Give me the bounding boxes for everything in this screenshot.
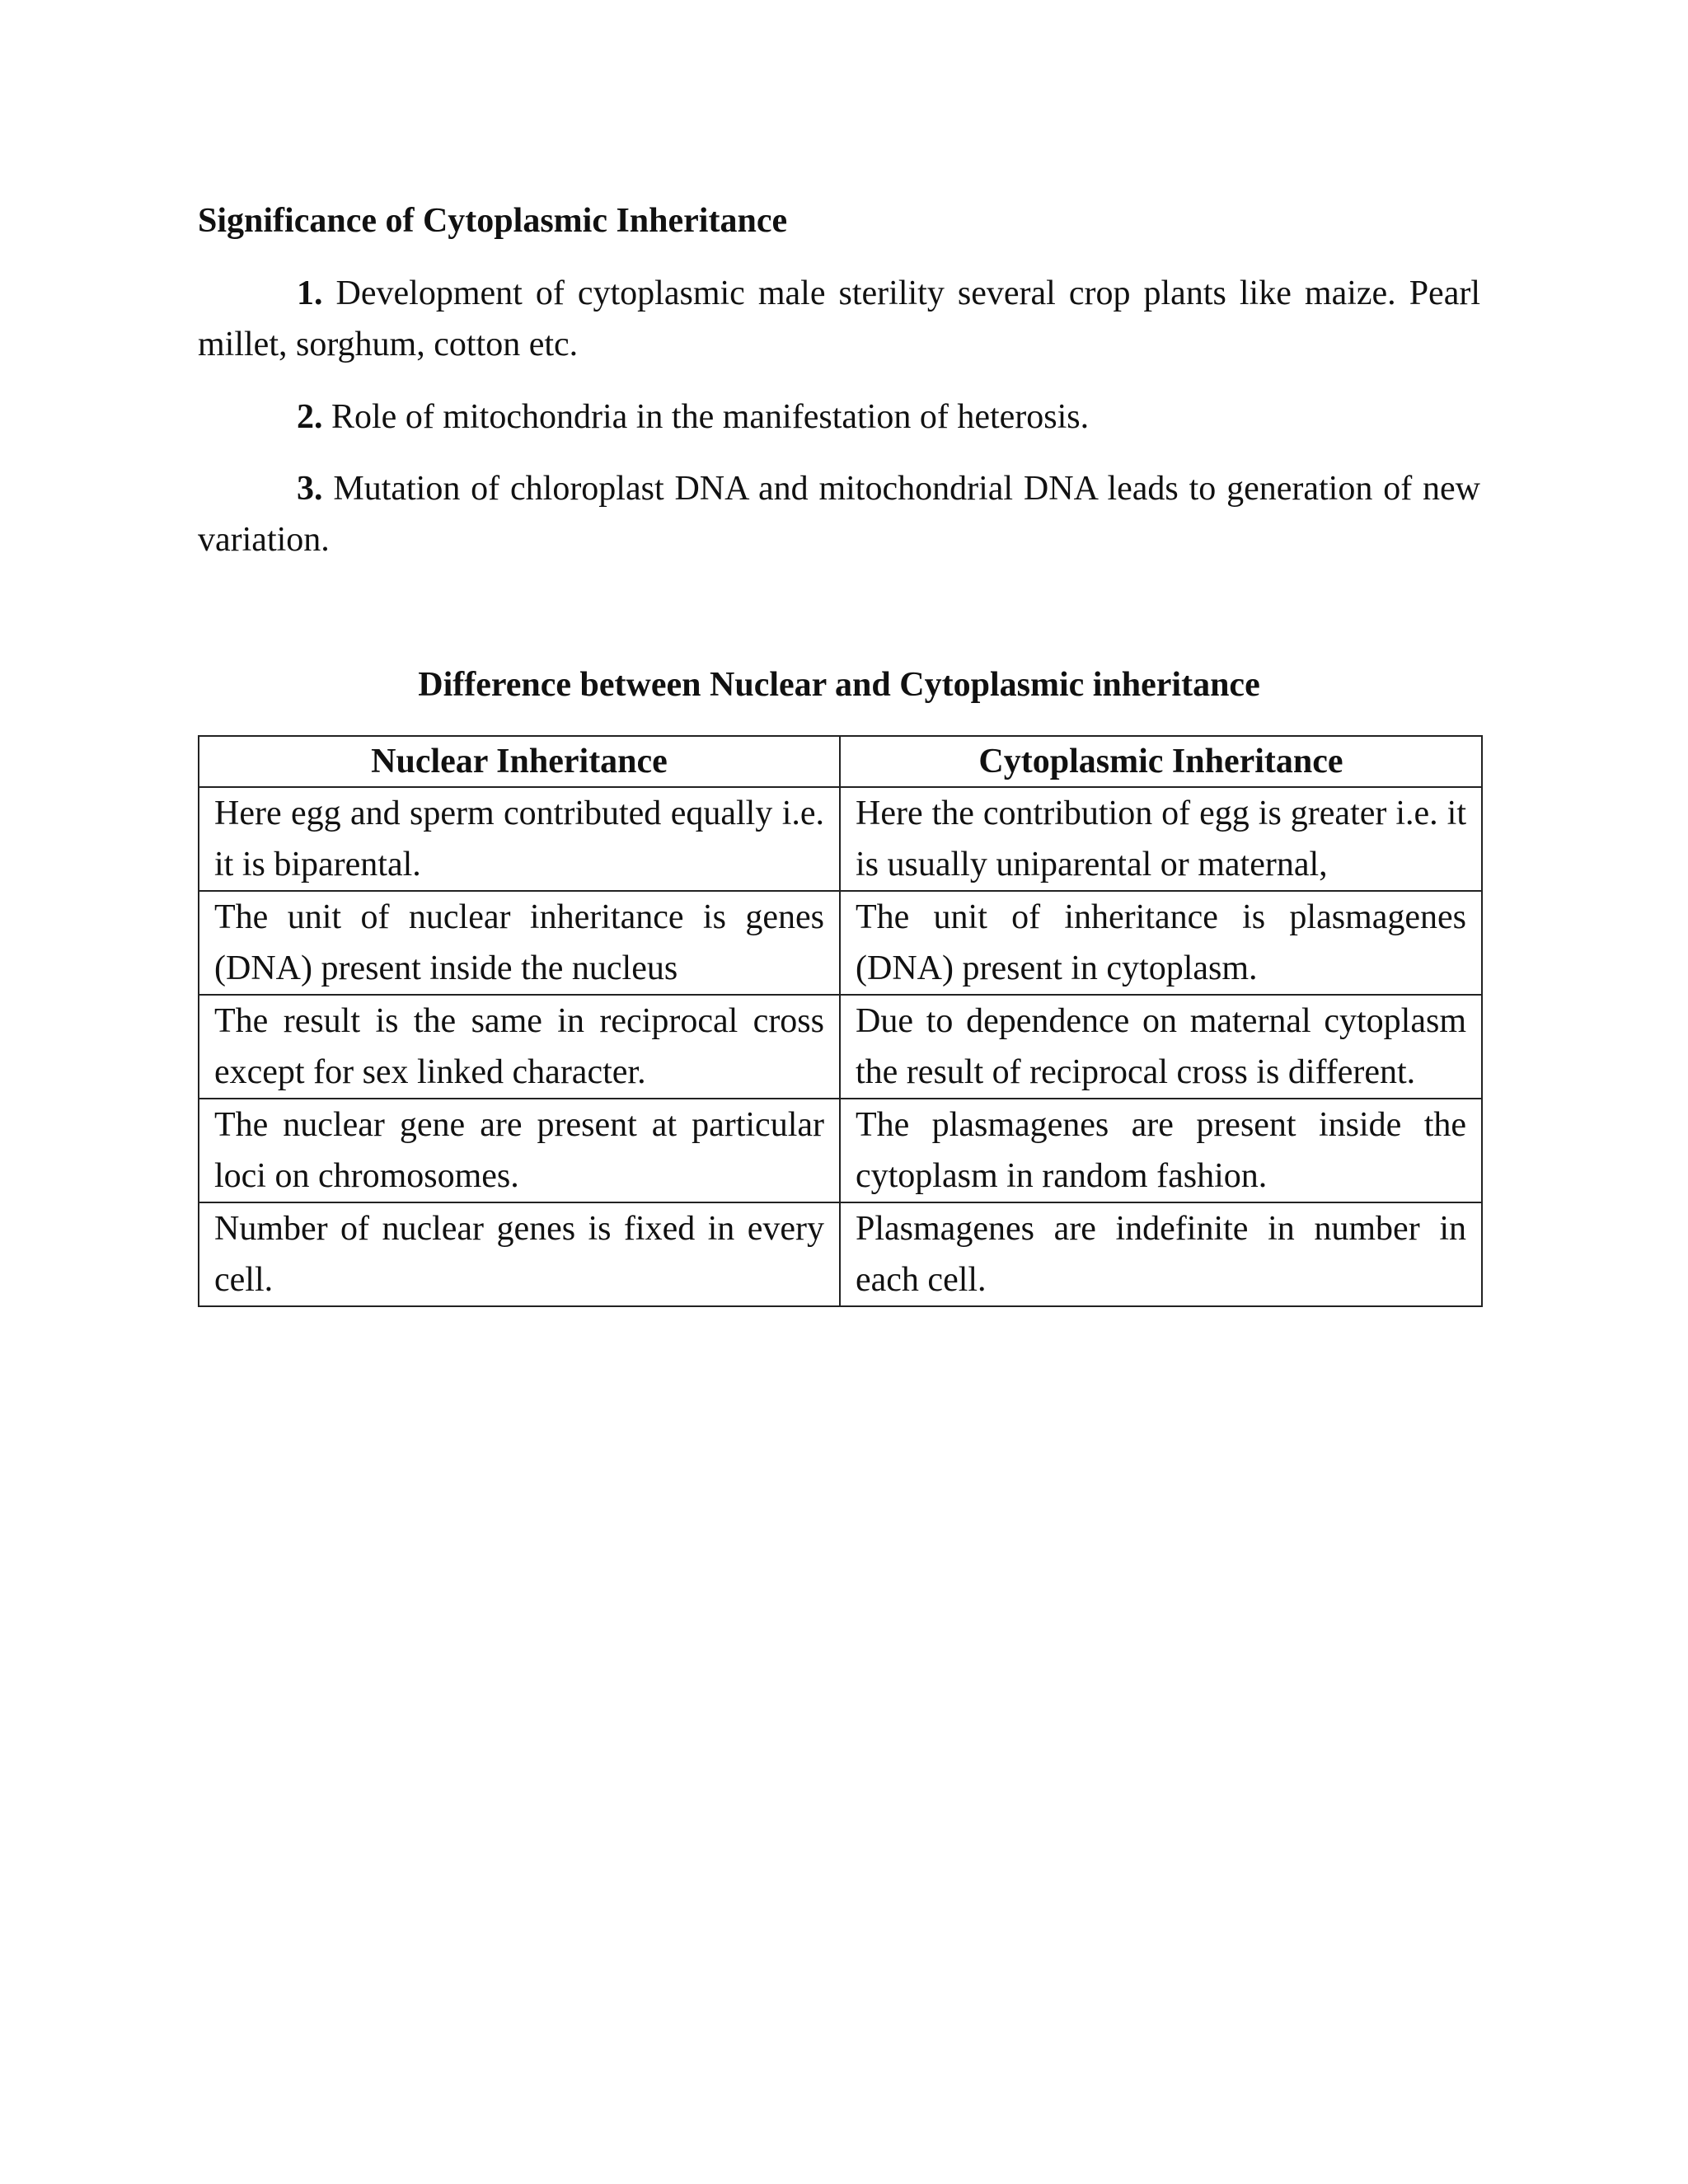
section-title: Significance of Cytoplasmic Inheritance xyxy=(198,202,788,240)
point-number: 2. xyxy=(297,398,323,436)
table-header-row xyxy=(199,736,1482,787)
table-title: Difference between Nuclear and Cytoplasmic inheritance xyxy=(418,666,1260,704)
significance-point-3 xyxy=(198,463,1480,565)
table-row xyxy=(199,995,1482,1099)
nuclear-cell: Number of nuclear genes is fixed in every cell. xyxy=(199,1202,840,1306)
comparison-table xyxy=(198,735,1483,1307)
table-row xyxy=(199,1202,1482,1306)
header-nuclear-inheritance: Nuclear Inheritance xyxy=(199,736,840,787)
cytoplasmic-cell: Here the contribution of egg is greater i.e. it is usually uniparental or maternal, xyxy=(840,787,1482,891)
point-text: Mutation of chloroplast DNA and mitochondrial DNA leads to generation of new variation. xyxy=(198,470,1480,559)
nuclear-cell: Here egg and sperm contributed equally i.e. it is biparental. xyxy=(199,787,840,891)
significance-point-1 xyxy=(198,268,1480,370)
table-row xyxy=(199,1099,1482,1202)
significance-point-2 xyxy=(198,391,1480,443)
cytoplasmic-cell: The plasmagenes are present inside the cytoplasm in random fashion. xyxy=(840,1099,1482,1202)
table-row xyxy=(199,891,1482,995)
point-text: Role of mitochondria in the manifestation of heterosis. xyxy=(331,398,1090,436)
nuclear-cell: The unit of nuclear inheritance is genes (DNA) present inside the nucleus xyxy=(199,891,840,995)
point-number: 3. xyxy=(297,470,323,508)
nuclear-cell: The result is the same in reciprocal cross except for sex linked character. xyxy=(199,995,840,1099)
cytoplasmic-cell: The unit of inheritance is plasmagenes (DNA) present in cytoplasm. xyxy=(840,891,1482,995)
header-cytoplasmic-inheritance: Cytoplasmic Inheritance xyxy=(840,736,1482,787)
cytoplasmic-cell: Plasmagenes are indefinite in number in each cell. xyxy=(840,1202,1482,1306)
point-number: 1. xyxy=(297,274,323,312)
cytoplasmic-cell: Due to dependence on maternal cytoplasm the result of reciprocal cross is different. xyxy=(840,995,1482,1099)
point-text: Development of cytoplasmic male sterility several crop plants like maize. Pearl millet, sorghum, cotton etc. xyxy=(198,274,1480,363)
nuclear-cell: The nuclear gene are present at particular loci on chromosomes. xyxy=(199,1099,840,1202)
table-row xyxy=(199,787,1482,891)
